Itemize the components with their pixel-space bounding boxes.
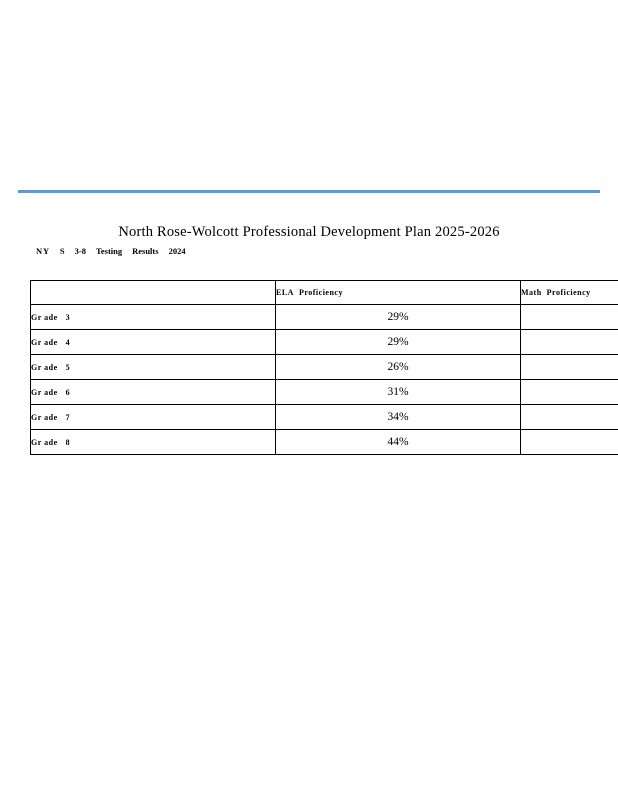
- row-grade-label: [31, 355, 276, 380]
- header-math-part3: oficiency: [555, 288, 591, 297]
- row-ela-value: 29%: [276, 330, 521, 355]
- grade-number: 5: [65, 362, 71, 372]
- table-row: [31, 430, 618, 455]
- grade-word: Gr ade: [31, 312, 58, 322]
- grade-word: Gr ade: [31, 412, 58, 422]
- subtitle-part-s: S: [59, 246, 65, 256]
- row-grade-label: [31, 330, 276, 355]
- grade-number: 4: [65, 337, 71, 347]
- proficiency-results-table: [30, 280, 618, 455]
- subtitle-part-t: T: [95, 246, 101, 256]
- grade-word: Gr ade: [31, 387, 58, 397]
- row-grade-label: [31, 430, 276, 455]
- header-divider-rule: [18, 190, 600, 193]
- row-ela-value: 26%: [276, 355, 521, 380]
- subtitle-part-esting: esting: [100, 246, 123, 256]
- row-ela-value: 31%: [276, 380, 521, 405]
- row-grade-label: [31, 380, 276, 405]
- subtitle-part-grades: 3-8: [74, 246, 86, 256]
- table-row: [31, 405, 618, 430]
- row-grade-label: [31, 305, 276, 330]
- header-ela-part2: Pr: [298, 288, 309, 297]
- subtitle-part-r: R: [132, 246, 139, 256]
- header-ela-part1: ELA: [276, 288, 294, 297]
- grade-number: 3: [65, 312, 71, 322]
- header-ela-part3: oficiency: [308, 288, 343, 297]
- row-ela-value: 34%: [276, 405, 521, 430]
- grade-number: 6: [65, 387, 71, 397]
- grade-word: Gr ade: [31, 337, 58, 347]
- row-grade-label: [31, 405, 276, 430]
- row-ela-value: 44%: [276, 430, 521, 455]
- subtitle-part-nys: NY: [36, 246, 50, 256]
- subtitle-part-year: 2024: [168, 246, 186, 256]
- row-math-value: [521, 355, 618, 380]
- table-row: [31, 330, 618, 355]
- row-ela-value: 29%: [276, 305, 521, 330]
- table-row: [31, 305, 618, 330]
- row-math-value: [521, 305, 618, 330]
- section-subtitle: [36, 246, 186, 256]
- row-math-value: [521, 430, 618, 455]
- row-math-value: [521, 405, 618, 430]
- table-header-ela: [276, 281, 521, 305]
- table-header-math: [521, 281, 618, 305]
- row-math-value: [521, 380, 618, 405]
- grade-word: Gr ade: [31, 437, 58, 447]
- grade-number: 8: [65, 437, 71, 447]
- row-math-value: [521, 330, 618, 355]
- grade-word: Gr ade: [31, 362, 58, 372]
- header-math-part2: Pr: [546, 288, 556, 297]
- subtitle-part-esults: esults: [138, 246, 159, 256]
- table-row: [31, 355, 618, 380]
- header-math-part1: Math: [521, 288, 542, 297]
- table-header-grade: [31, 281, 276, 305]
- page-title: North Rose-Wolcott Professional Development Plan 2025-2026: [118, 224, 500, 240]
- table-row: [31, 380, 618, 405]
- table-header-row: [31, 281, 618, 305]
- grade-number: 7: [65, 412, 71, 422]
